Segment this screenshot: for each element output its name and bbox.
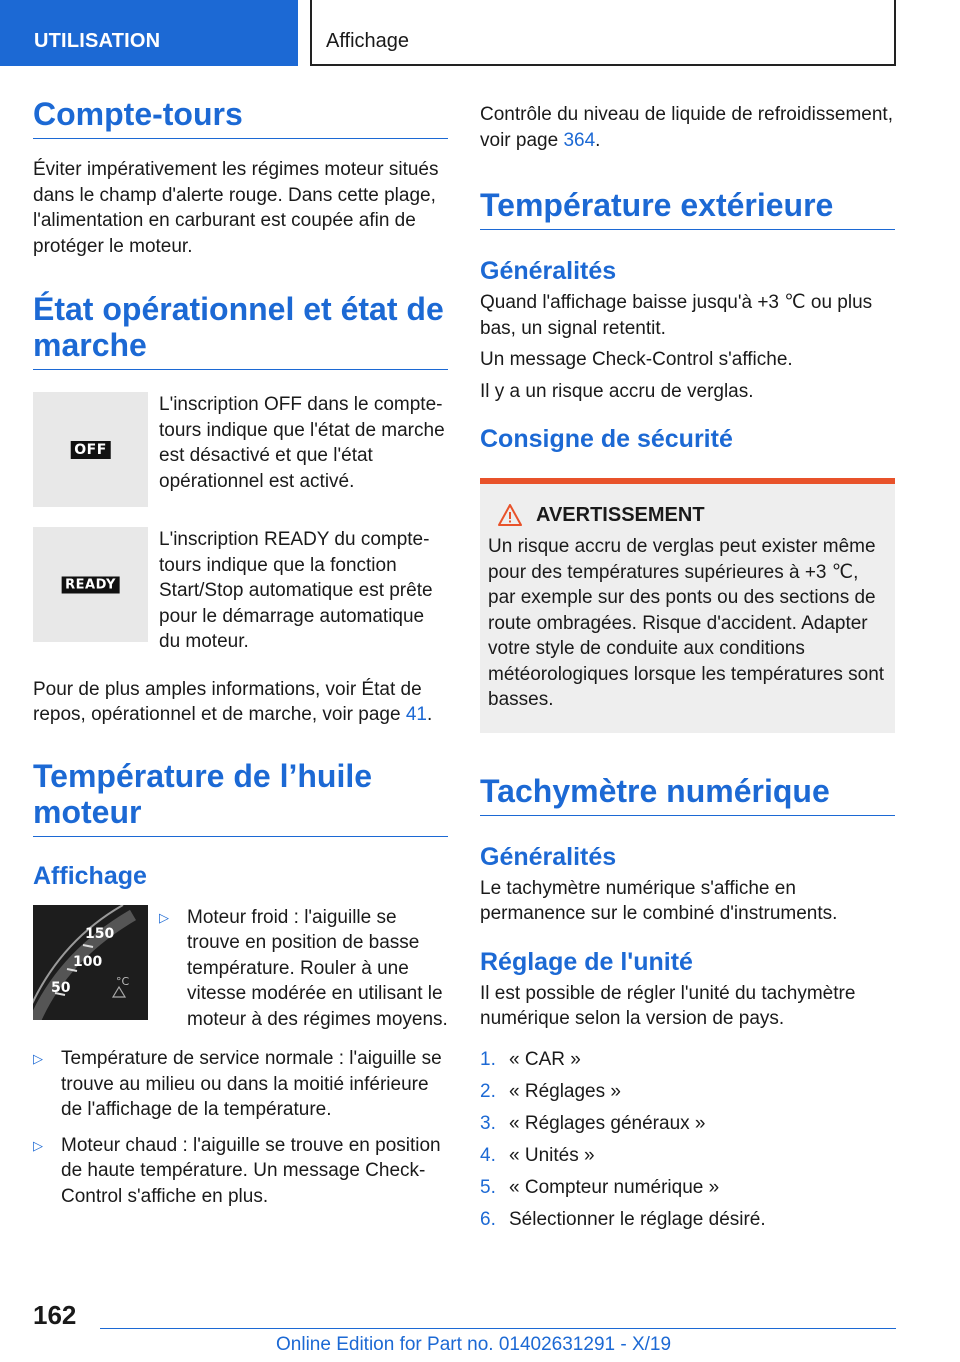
heading-compte-tours: Compte-tours bbox=[33, 96, 448, 139]
ready-block bbox=[33, 527, 448, 655]
header-section-tab bbox=[0, 0, 298, 66]
triangle-right-icon: ▷ bbox=[159, 909, 169, 925]
list-item: 4. « Unités » bbox=[480, 1144, 595, 1166]
off-badge: OFF bbox=[70, 441, 111, 459]
subheading-affichage: Affichage bbox=[33, 861, 147, 890]
warning-box bbox=[480, 478, 895, 733]
bullet-text: Température de service normale : l'aiguille se trouve au milieu ou dans la moitié inférieure de l'affichage de la température. bbox=[61, 1048, 442, 1120]
gauge-tick-50: 50 bbox=[51, 979, 71, 996]
compte-tours-text: Éviter impérativement les régimes moteur situés dans le champ d'alerte rouge. Dans cette plage, l'alimentation en carburant est coupée afin de protéger le moteur. bbox=[33, 159, 439, 257]
etat-more-text: Pour de plus amples informations, voir État de repos, opérationnel et de marche, voir page 41. bbox=[33, 678, 433, 725]
header-topic-tab bbox=[310, 0, 896, 66]
gauge-tick-150: 150 bbox=[85, 925, 115, 942]
warning-title bbox=[488, 502, 887, 528]
list-item: 6. Sélectionner le réglage désiré. bbox=[480, 1208, 766, 1230]
off-block bbox=[33, 392, 448, 507]
triangle-right-icon: ▷ bbox=[33, 1051, 43, 1066]
subheading-securite: Consigne de sécurité bbox=[480, 425, 733, 453]
temp-ext-p2: Un message Check-Control s'affiche. bbox=[480, 349, 793, 370]
page-link-41[interactable]: 41 bbox=[405, 704, 427, 725]
gauge-block bbox=[33, 905, 448, 1033]
gauge-tick-100: 100 bbox=[73, 953, 103, 970]
tachy-p1: Le tachymètre numérique s'affiche en permanence sur le combiné d'instruments. bbox=[480, 877, 838, 924]
subheading-reglage: Réglage de l'unité bbox=[480, 947, 693, 976]
temp-ext-p3: Il y a un risque accru de verglas. bbox=[480, 380, 754, 402]
ready-figure bbox=[33, 527, 148, 642]
bullet-text: Moteur froid : l'aiguille se trouve en position de basse température. Rouler à une vitesse modérée en utilisant le moteur à des régimes moyens. bbox=[187, 906, 448, 1030]
oil-temp-gauge-figure bbox=[33, 905, 148, 1020]
heading-huile: Température de l’huile moteur bbox=[33, 758, 448, 837]
ready-text: L'inscription READY du compte-tours indique que la fonction Start/Stop automatique est prête pour le démarrage automatique du moteur. bbox=[159, 529, 433, 652]
list-item: 1. « CAR » bbox=[480, 1048, 581, 1070]
left-column bbox=[33, 96, 448, 1209]
page-link-364[interactable]: 364 bbox=[563, 129, 596, 151]
list-item: 3. « Réglages généraux » bbox=[480, 1112, 706, 1134]
heading-temp-ext: Température extérieure bbox=[480, 187, 895, 230]
off-figure bbox=[33, 392, 148, 507]
footer-divider bbox=[100, 1328, 896, 1329]
subheading-generalites-1: Généralités bbox=[480, 257, 617, 285]
off-text: L'inscription OFF dans le compte-tours indique que l'état de marche est désactivé et que l'état opérationnel est activé. bbox=[159, 394, 445, 492]
page-number: 162 bbox=[33, 1300, 77, 1330]
bullet-item bbox=[33, 1133, 448, 1210]
warning-text: Un risque accru de verglas peut exister même pour des températures supérieures à +3 ℃, par exemple sur des ponts ou des sections de route ombragées. Risque d'accident. Adapter votre style de conduite aux conditions météorologiques lorsque les températures sont basses. bbox=[488, 536, 885, 710]
bullet-text: Moteur chaud : l'aiguille se trouve en position de haute température. Un message Check-Control s'affiche en plus. bbox=[61, 1134, 441, 1207]
subheading-generalites-2: Généralités bbox=[480, 842, 617, 871]
warning-triangle-icon bbox=[498, 504, 522, 526]
heading-etat: État opérationnel et état de marche bbox=[33, 291, 448, 370]
bullet-item bbox=[33, 1046, 448, 1123]
gauge-unit: °C bbox=[116, 974, 130, 988]
temp-ext-p1: Quand l'affichage baisse jusqu'à +3 ℃ ou plus bas, un signal retentit. bbox=[480, 292, 873, 339]
steps-list bbox=[480, 1044, 895, 1236]
refroid-text: Contrôle du niveau de liquide de refroidissement, voir page 364. bbox=[480, 104, 893, 151]
tachy-p2: Il est possible de régler l'unité du tachymètre numérique selon la version de pays. bbox=[480, 982, 856, 1029]
list-item: 5. « Compteur numérique » bbox=[480, 1176, 720, 1198]
header-section-label: UTILISATION bbox=[34, 30, 161, 52]
warning-title-text: AVERTISSEMENT bbox=[536, 504, 705, 526]
footer-edition: Online Edition for Part no. 01402631291 - X/19 bbox=[276, 1334, 672, 1355]
list-item: 2. « Réglages » bbox=[480, 1080, 621, 1102]
header-topic-label: Affichage bbox=[326, 30, 410, 52]
right-column bbox=[480, 102, 895, 1236]
heading-tachy: Tachymètre numérique bbox=[480, 773, 895, 816]
ready-badge: READY bbox=[61, 576, 120, 593]
bullet-item bbox=[159, 905, 448, 1033]
oil-gauge-icon bbox=[33, 905, 148, 1020]
triangle-right-icon: ▷ bbox=[33, 1137, 43, 1153]
